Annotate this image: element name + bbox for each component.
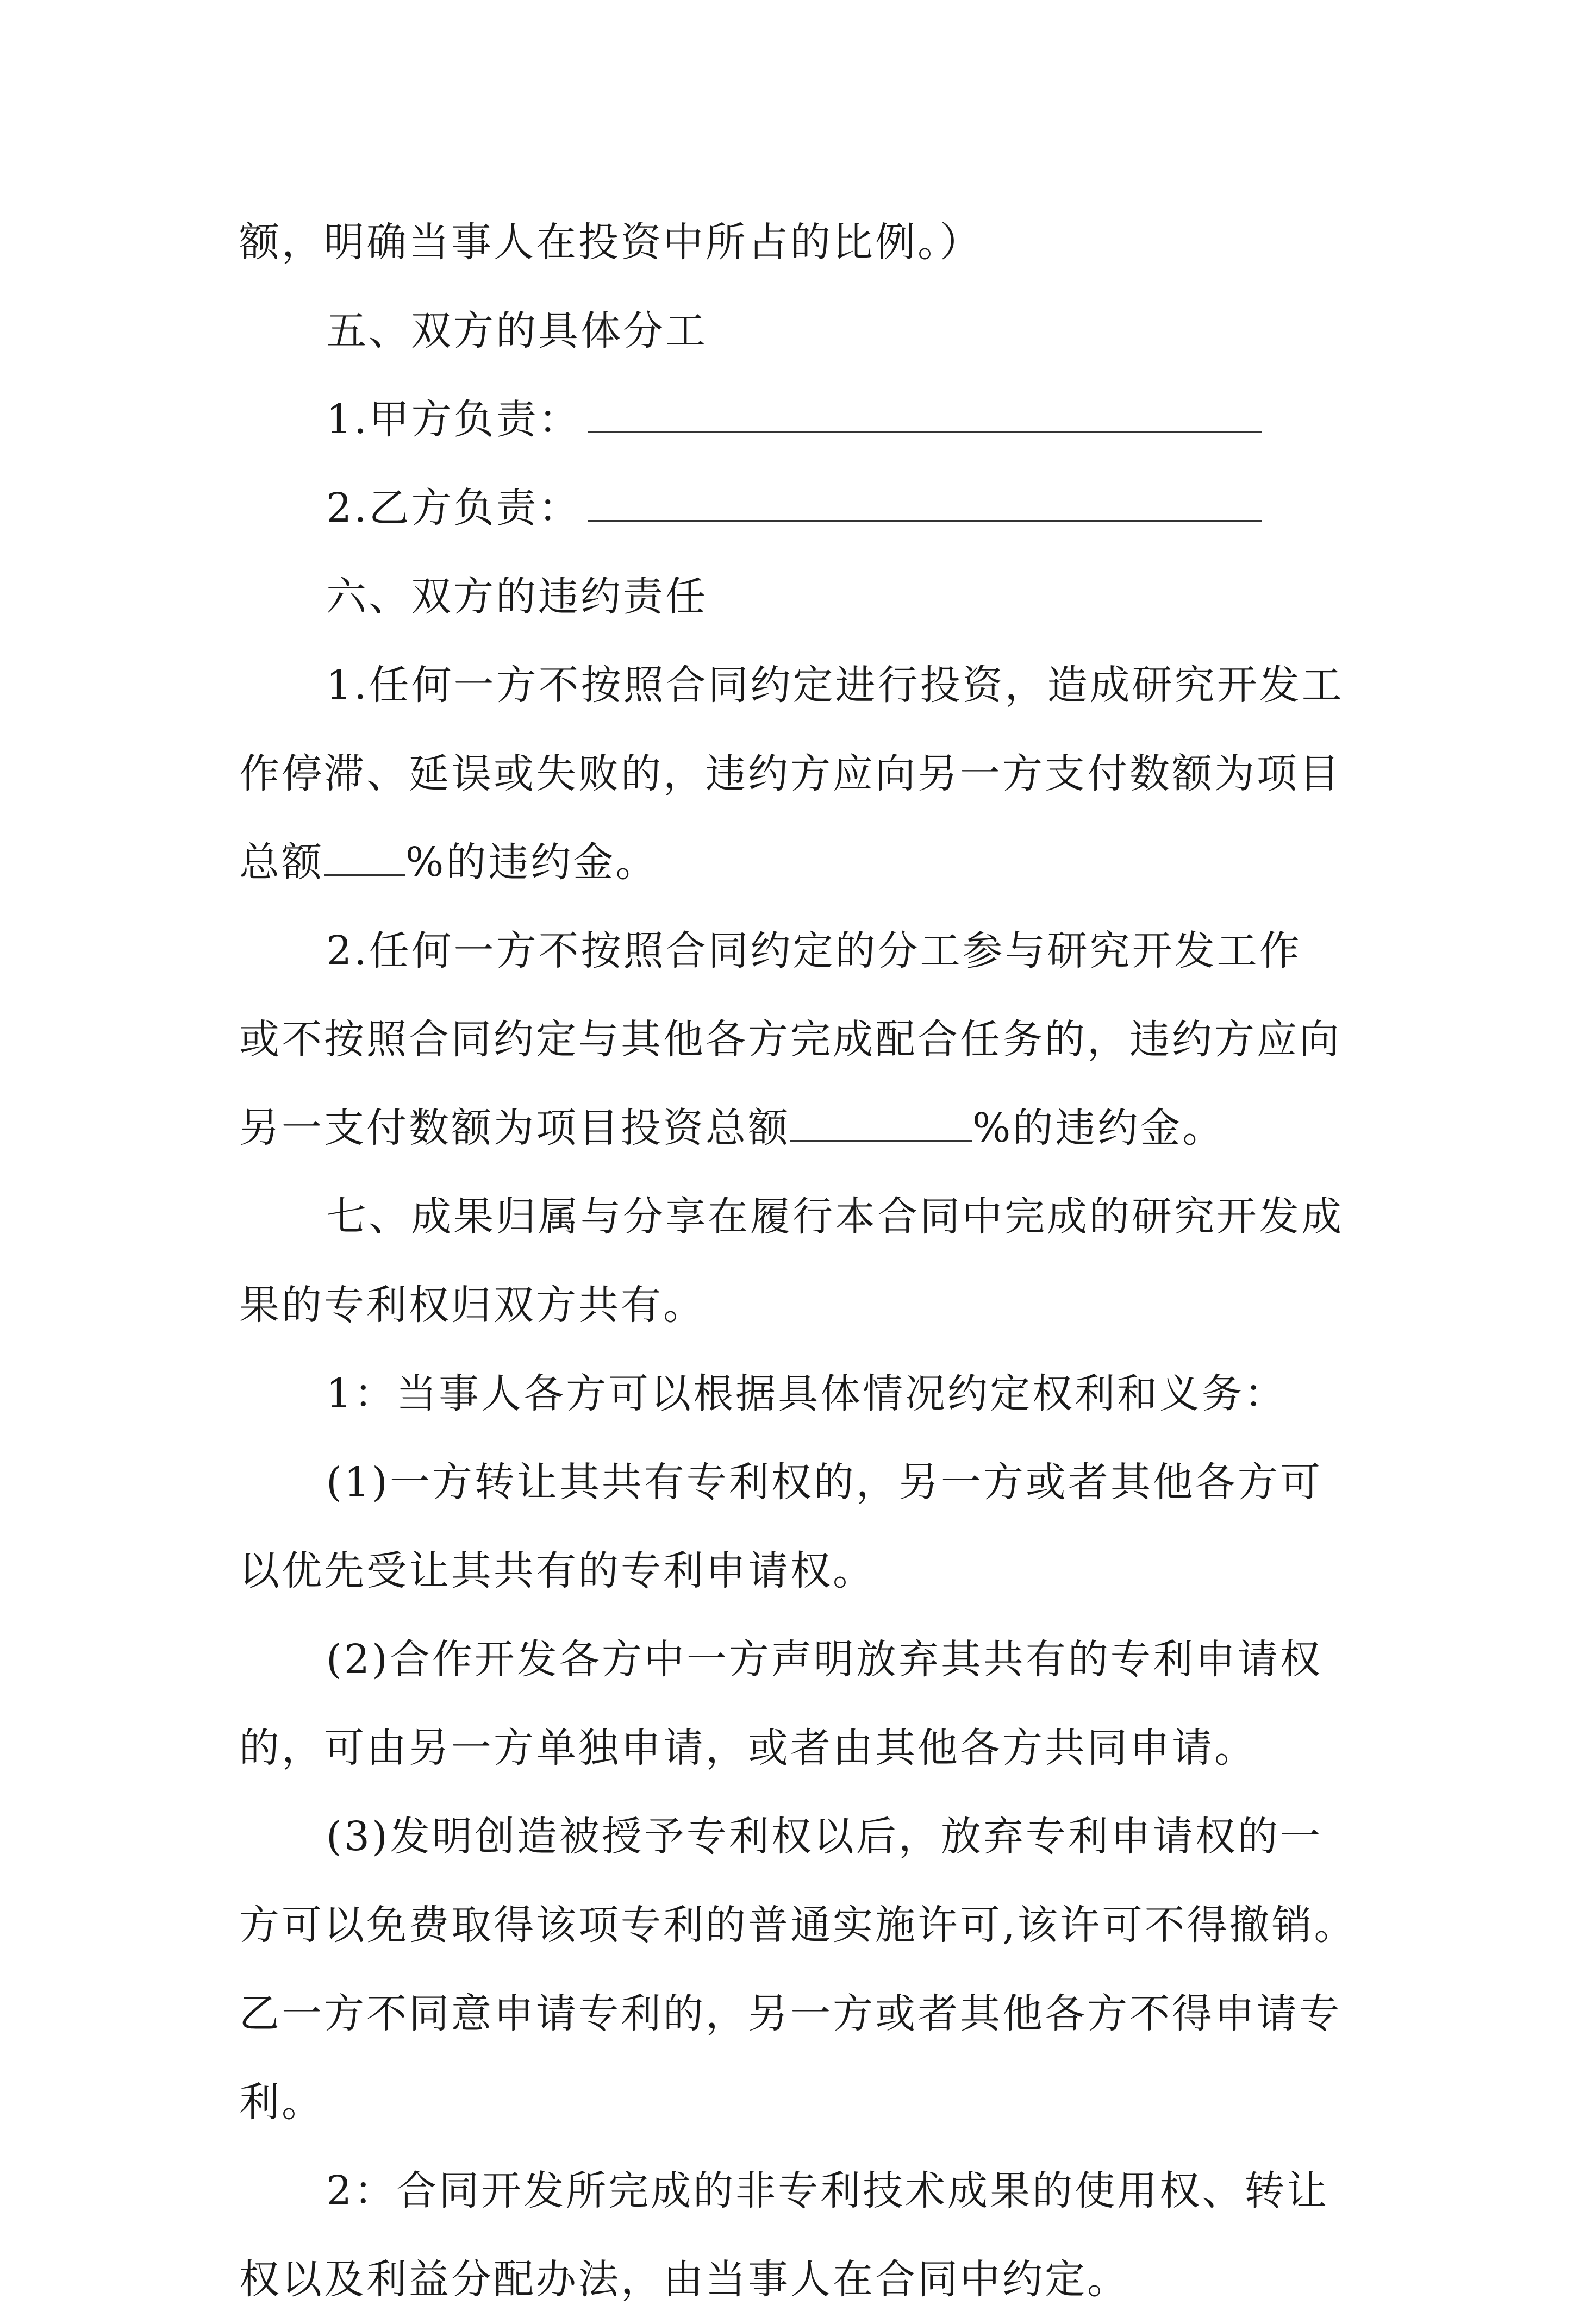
- paragraph-line: 方可以免费取得该项专利的普通实施许可,该许可不得撤销。: [239, 1902, 1357, 1949]
- paragraph-line: 或不按照合同约定与其他各方完成配合任务的，违约方应向: [239, 1016, 1341, 1063]
- paragraph-line: (2)合作开发各方中一方声明放弃其共有的专利申请权: [326, 1636, 1322, 1683]
- penalty-percent-blank[interactable]: [790, 1108, 972, 1142]
- party-a-duty-line: [239, 375, 1343, 464]
- penalty-suffix: %的违约金。: [972, 1105, 1225, 1151]
- paragraph-line: (1)一方转让其共有专利权的，另一方或者其他各方可: [326, 1459, 1322, 1506]
- penalty-line-one: [239, 818, 1343, 907]
- paragraph-line: 乙一方不同意申请专利的，另一方或者其他各方不得申请专: [239, 1990, 1341, 2037]
- paragraph-line: 作停滞、延误或失败的，违约方应向另一方支付数额为项目: [239, 750, 1341, 797]
- paragraph-line: (3)发明创造被授予专利权以后，放弃专利申请权的一: [326, 1813, 1322, 1860]
- contract-text: [239, 198, 1357, 2324]
- paragraph-line: 2.任何一方不按照合同约定的分工参与研究开发工作: [326, 928, 1302, 974]
- paragraph-line: 以优先受让其共有的专利申请权。: [239, 1548, 875, 1594]
- paragraph-line: 2：合同开发所完成的非专利技术成果的使用权、转让: [326, 2168, 1329, 2214]
- paragraph-line: 额，明确当事人在投资中所占的比例。）: [239, 219, 982, 266]
- penalty-suffix: %的违约金。: [405, 839, 658, 886]
- penalty-label: 总额: [239, 839, 324, 886]
- paragraph-line: 1.任何一方不按照合同约定进行投资，造成研究开发工: [326, 662, 1344, 709]
- paragraph-line: 果的专利权归双方共有。: [239, 1282, 706, 1329]
- paragraph-line: 权以及利益分配办法，由当事人在合同中约定。: [239, 2256, 1129, 2303]
- party-a-duty-label: 1.甲方负责：: [326, 396, 581, 443]
- paragraph-line: 1：当事人各方可以根据具体情况约定权利和义务：: [326, 1370, 1287, 1417]
- section-heading-seven: 七、成果归属与分享在履行本合同中完成的研究开发成: [326, 1193, 1344, 1240]
- party-b-duty-label: 2.乙方负责：: [326, 485, 581, 531]
- section-heading-six: 六、双方的违约责任: [326, 573, 708, 620]
- section-heading-five: 五、双方的具体分工: [326, 308, 708, 354]
- paragraph-line: 的，可由另一方单独申请，或者由其他各方共同申请。: [239, 1725, 1257, 1771]
- penalty-percent-blank[interactable]: [324, 843, 405, 876]
- party-a-duty-blank[interactable]: [588, 400, 1262, 433]
- party-b-duty-line: [239, 464, 1343, 553]
- penalty-line-two: [239, 1084, 1343, 1173]
- paragraph-line: 利。: [239, 2079, 324, 2126]
- penalty-label: 另一支付数额为项目投资总额: [239, 1105, 790, 1151]
- party-b-duty-blank[interactable]: [588, 488, 1262, 522]
